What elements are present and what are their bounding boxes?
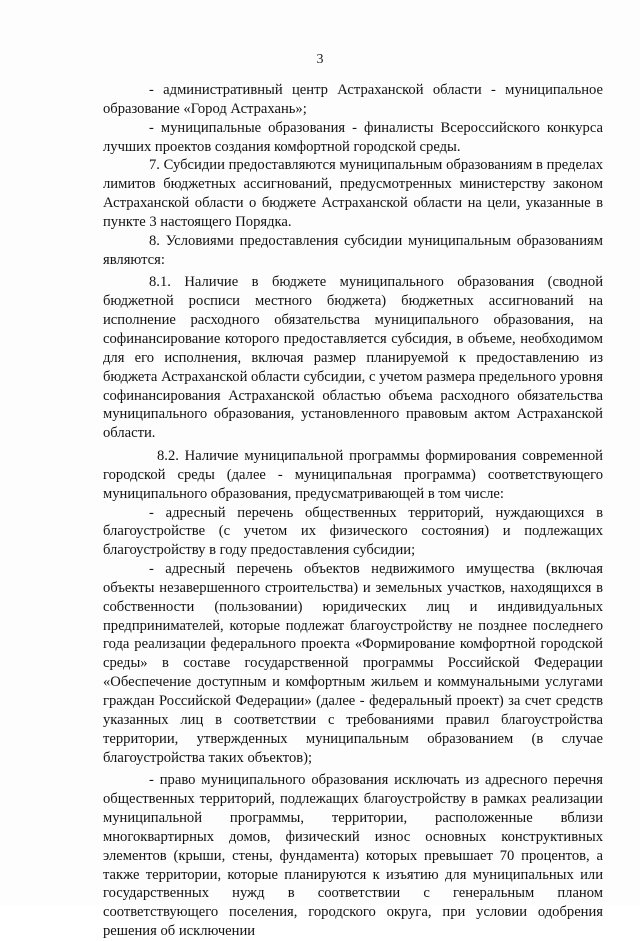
paragraph-real-estate-list: - адресный перечень объектов недвижимого имущества (включая объекты незавершенного строительства) и земельных участков, находящихся в собственности (пользовании) юридических лиц и индивидуальных предпринимателей, которые подлежат благоустройству не позднее последнего года реализации федерального проекта «Формирование комфортной городской среды» в составе государственной программы Российской Федерации «Обеспечение доступным и комфортным жильем и коммунальными услугами граждан Российской Федерации» (далее - федеральный проект) за счет средств указанных лиц в соответствии с требованиями правил благоустройства территории, утвержденных муниципальным образованием (в случае благоустройства таких объектов); (103, 561, 603, 766)
paragraph-exclusion-right: - право муниципального образования исключать из адресного перечня общественных территорий, подлежащих благоустройству в рамках реализации муниципальной программы, территории, расположенные вблизи многоквартирных домов, физический износ основных конструктивных элементов (крыши, стены, фундамента) которых превышает 70 процентов, а также территории, которые планируются к изъятию для муниципальных или государственных нужд в соответствии с генеральным планом соответствующего поселения, городского округа, при условии одобрения решения об исключении (103, 772, 603, 940)
paragraph-item-7: 7. Субсидии предоставляются муниципальным образованиям в пределах лимитов бюджетных ассигнований, предусмотренных министерству законом Астраханской области о бюджете Астраханской области на цели, указанные в пункте 3 настоящего Порядка. (103, 157, 603, 230)
paragraph-admin-center: - административный центр Астраханской области - муниципальное образование «Город Астрахань»; (103, 82, 603, 117)
paragraph-item-8-1: 8.1. Наличие в бюджете муниципального образования (сводной бюджетной росписи местного бюджета) бюджетных ассигнований на исполнение расходного обязательства муниципального образования, на софинансирование которого предоставляется субсидия, в объеме, необходимом для его исполнения, включая размер планируемой к предоставлению из бюджета Астраханской области субсидии, с учетом размера предельного уровня софинансирования Астраханской областью объема расходного обязательства муниципального образования, установленного правовым актом Астраханской области. (103, 274, 603, 442)
paragraph-finalists: - муниципальные образования - финалисты Всероссийского конкурса лучших проектов создания комфортной городской среды. (103, 119, 603, 155)
paragraph-public-territories-list: - адресный перечень общественных территорий, нуждающихся в благоустройстве (с учетом их физического состояния) и подлежащих благоустройству в году предоставления субсидии; (103, 504, 603, 559)
page-number: 3 (316, 52, 324, 67)
paragraph-item-8: 8. Условиями предоставления субсидии муниципальным образованиям являются: (103, 232, 603, 268)
document-body (103, 81, 603, 941)
paragraph-item-8-2: 8.2. Наличие муниципальной программы формирования современной городской среды (далее - муниципальная программа) соответствующего муниципального образования, предусматривающей в том числе: (103, 448, 603, 502)
